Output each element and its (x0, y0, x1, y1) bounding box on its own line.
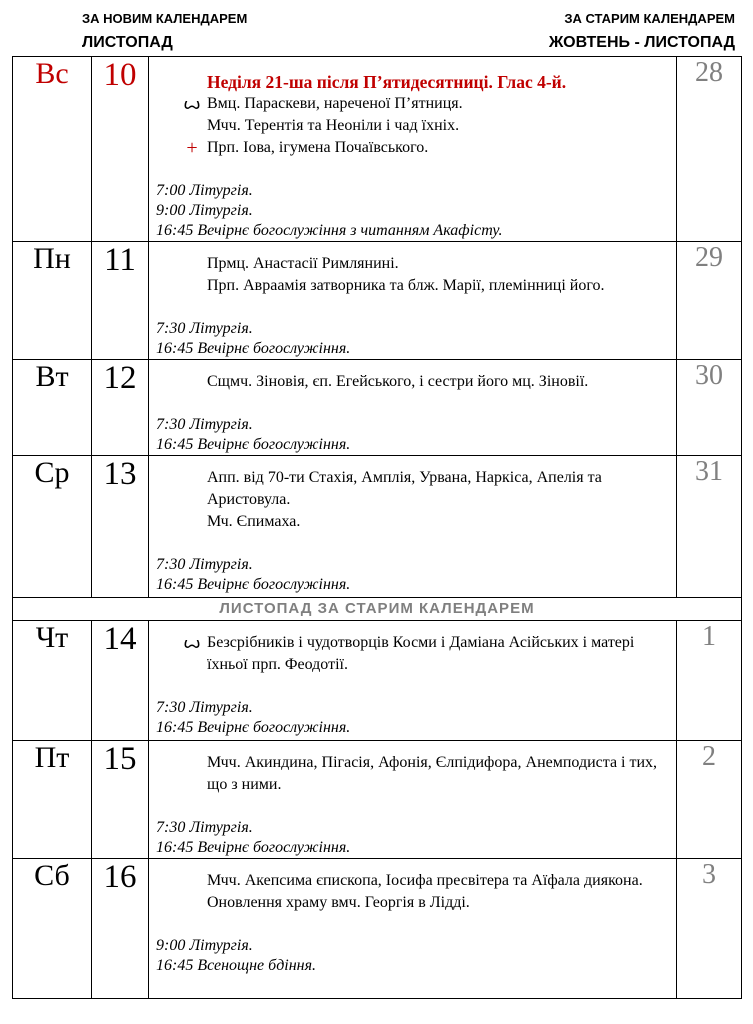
old-calendar-day: 1 (677, 621, 742, 741)
feast-heading: Неділя 21-ша після П’ятидесятниці. Глас 4-й. (207, 72, 567, 92)
service-time: 16:45 Вечірнє богослужіння. (156, 719, 351, 736)
cross-icon: + (186, 137, 198, 159)
day-number: 12 (92, 360, 149, 456)
day-row (13, 360, 742, 456)
old-calendar-months: ЖОВТЕНЬ - ЛИСТОПАД (548, 34, 735, 51)
saints-list (149, 360, 676, 393)
new-calendar-month: ЛИСТОПАД (82, 34, 173, 51)
polyeleos-icon: ꙍ (183, 94, 201, 113)
saint-entry (149, 93, 676, 115)
saint-entry (149, 137, 676, 159)
day-number: 15 (92, 741, 149, 859)
day-content (149, 242, 677, 360)
saint-entry (149, 870, 676, 892)
day-content (149, 621, 677, 741)
old-calendar-banner-row (13, 598, 742, 621)
service-time: 16:45 Всенощне бдіння. (156, 957, 317, 974)
service-time: 16:45 Вечірнє богослужіння з читанням Акафісту. (156, 222, 503, 239)
day-content (149, 57, 677, 242)
day-content (149, 741, 677, 859)
saint-entry (149, 511, 676, 533)
saint-entry (149, 467, 676, 511)
saint-text: Вмц. Параскеви, нареченої П’ятниця. (207, 95, 463, 112)
service-time: 7:30 Літургія. (156, 699, 253, 716)
day-row (13, 859, 742, 999)
old-calendar-day: 28 (677, 57, 742, 242)
day-row (13, 242, 742, 360)
day-number: 16 (92, 859, 149, 999)
saint-text: Оновлення храму вмч. Георгія в Лідді. (207, 894, 470, 911)
saint-text: Апп. від 70-ти Стахія, Амплія, Урвана, Наркіса, Апелія та Аристовула. (207, 469, 602, 508)
saint-entry (149, 253, 676, 275)
day-content (149, 859, 677, 999)
saint-text: Мчч. Акепсима єпископа, Іосифа пресвітера та Аїфала диякона. (207, 872, 643, 889)
services-list (149, 936, 676, 976)
service-time: 7:30 Літургія. (156, 416, 253, 433)
service-time: 7:30 Літургія. (156, 320, 253, 337)
day-of-week: Сб (13, 859, 92, 999)
saint-text: Прп. Авраамія затворника та блж. Марії, племінниці його. (207, 277, 605, 294)
day-number: 11 (92, 242, 149, 360)
saint-entry (149, 115, 676, 137)
saint-entry (149, 371, 676, 393)
service-time: 9:00 Літургія. (156, 937, 253, 954)
service-time: 16:45 Вечірнє богослужіння. (156, 436, 351, 453)
day-of-week: Пн (13, 242, 92, 360)
saint-text: Мч. Єпимаха. (207, 513, 301, 530)
day-row (13, 741, 742, 859)
day-of-week: Вт (13, 360, 92, 456)
service-time: 7:00 Літургія. (156, 182, 253, 199)
day-of-week: Вс (13, 57, 92, 242)
service-time: 7:30 Літургія. (156, 819, 253, 836)
day-row (13, 456, 742, 598)
service-time: 16:45 Вечірнє богослужіння. (156, 576, 351, 593)
saints-list (149, 859, 676, 914)
day-number: 10 (92, 57, 149, 242)
service-time: 9:00 Літургія. (156, 202, 253, 219)
saint-text: Сщмч. Зіновія, єп. Егейського, і сестри його мц. Зіновії. (207, 373, 589, 390)
saint-entry (149, 752, 676, 796)
saint-text: Мчч. Акиндина, Пігасія, Афонія, Єлпідифора, Анемподиста і тих, що з ними. (207, 754, 658, 793)
saint-text: Прмц. Анастасії Римлянині. (207, 255, 399, 272)
services-list (149, 181, 676, 241)
day-row (13, 621, 742, 741)
day-number: 13 (92, 456, 149, 598)
service-time: 16:45 Вечірнє богослужіння. (156, 340, 351, 357)
day-content (149, 360, 677, 456)
day-of-week: Ср (13, 456, 92, 598)
day-content (149, 456, 677, 598)
day-row (13, 57, 742, 242)
saint-text: Мчч. Терентія та Неоніли і чад їхніх. (207, 117, 460, 134)
polyeleos-icon: ꙍ (183, 633, 201, 652)
old-calendar-banner: ЛИСТОПАД ЗА СТАРИМ КАЛЕНДАРЕМ (13, 598, 742, 621)
day-of-week: Чт (13, 621, 92, 741)
old-calendar-day: 2 (677, 741, 742, 859)
saint-entry (149, 275, 676, 297)
saint-text: Прп. Іова, ігумена Почаївського. (207, 139, 429, 156)
service-time: 16:45 Вечірнє богослужіння. (156, 839, 351, 856)
old-calendar-day: 31 (677, 456, 742, 598)
day-number: 14 (92, 621, 149, 741)
saints-list (149, 456, 676, 533)
old-calendar-label: ЗА СТАРИМ КАЛЕНДАРЕМ (564, 11, 735, 26)
saint-entry (149, 632, 676, 676)
saint-text: Безсрібників і чудотворців Косми і Даміана Асійських і матері їхньої прп. Феодотії. (207, 634, 635, 673)
old-calendar-day: 3 (677, 859, 742, 999)
saints-list (149, 741, 676, 796)
day-of-week: Пт (13, 741, 92, 859)
services-list (149, 415, 676, 455)
calendar-table (12, 56, 742, 999)
saint-entry (149, 892, 676, 914)
new-calendar-label: ЗА НОВИМ КАЛЕНДАРЕМ (82, 11, 248, 26)
saints-list (149, 93, 676, 159)
old-calendar-day: 30 (677, 360, 742, 456)
services-list (149, 555, 676, 595)
old-calendar-day: 29 (677, 242, 742, 360)
saints-list (149, 621, 676, 676)
services-list (149, 818, 676, 858)
service-time: 7:30 Літургія. (156, 556, 253, 573)
services-list (149, 319, 676, 359)
services-list (149, 698, 676, 738)
saints-list (149, 242, 676, 297)
